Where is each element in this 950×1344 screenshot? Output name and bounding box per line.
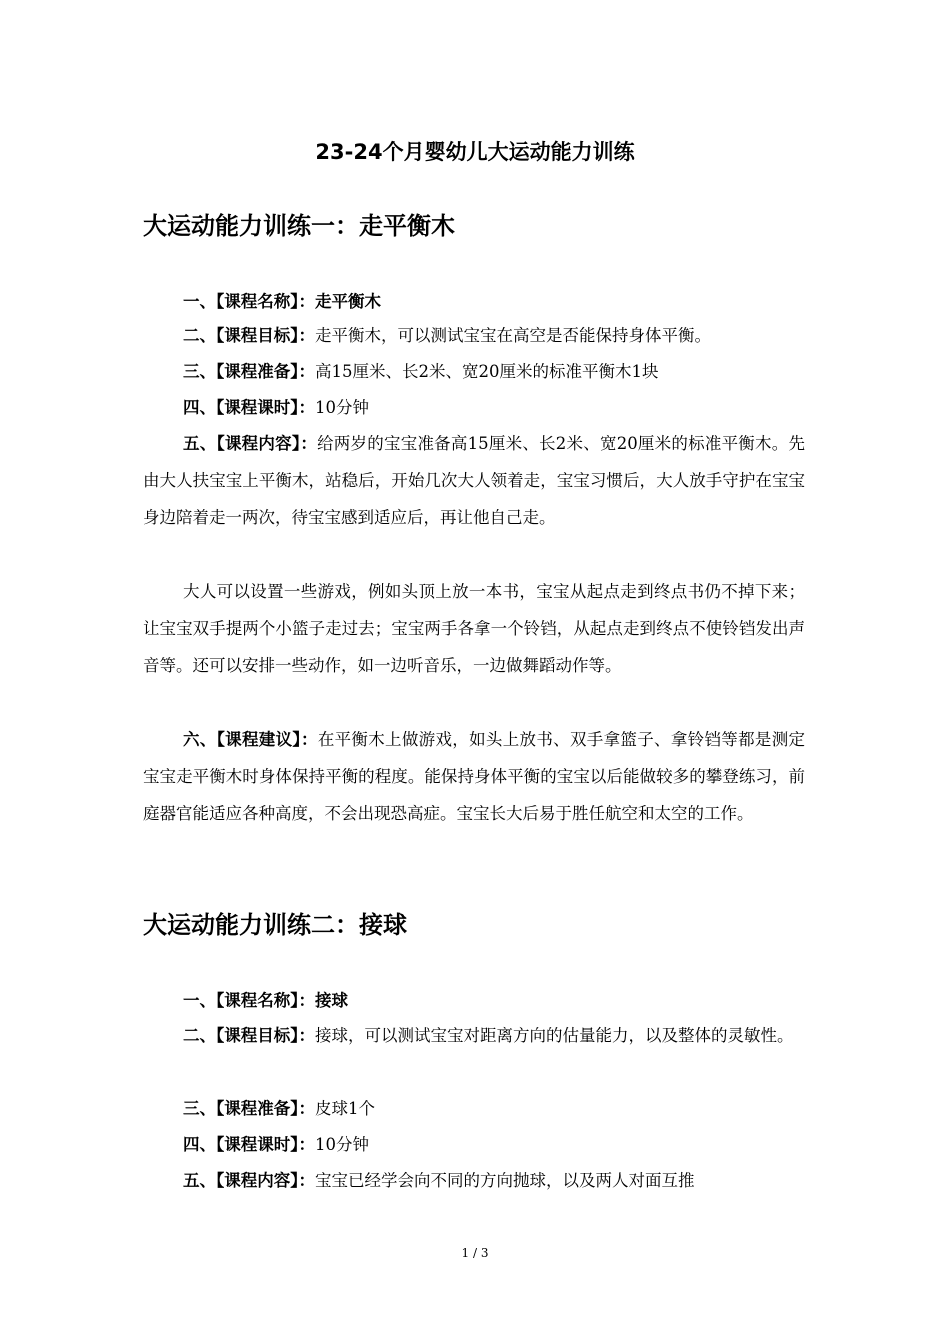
section1-course-prep — [143, 353, 805, 390]
section1-course-goal — [143, 317, 805, 354]
section1-course-name — [143, 283, 805, 320]
course-name-label: 一、【课程名称】： — [183, 991, 315, 1010]
course-content-label: 五、【课程内容】： — [183, 434, 318, 453]
course-prep-label: 三、【课程准备】： — [183, 362, 315, 381]
course-content-value: 宝宝已经学会向不同的方向抛球，以及两人对面互推 — [315, 1171, 695, 1190]
course-prep-value: 高15厘米、长2米、宽20厘米的标准平衡木1块 — [315, 362, 659, 381]
section2-course-prep — [143, 1090, 805, 1127]
section2-course-name — [143, 982, 805, 1019]
course-name-value: 接球 — [315, 991, 348, 1010]
course-goal-value: 接球，可以测试宝宝对距离方向的估量能力，以及整体的灵敏性。 — [315, 1026, 794, 1045]
section1-course-time — [143, 389, 805, 426]
page-number: 1 / 3 — [461, 1246, 489, 1260]
course-prep-value: 皮球1个 — [315, 1099, 375, 1118]
course-time-label: 四、【课程课时】： — [183, 1135, 315, 1154]
course-time-value: 10分钟 — [315, 1135, 369, 1154]
course-goal-value: 走平衡木，可以测试宝宝在高空是否能保持身体平衡。 — [315, 326, 711, 345]
course-content-value: 给两岁的宝宝准备高15厘米、长2米、宽20厘米的标准平衡木。先由大人扶宝宝上平衡木，站稳后，开始几次大人领着走，宝宝习惯后，大人放手守护在宝宝身边陪着走一两次，待宝宝感到适应后，再让他自己走。 — [143, 434, 805, 527]
section2-course-content — [143, 1162, 805, 1199]
section1-heading: 大运动能力训练一：走平衡木 — [143, 212, 455, 240]
section2-course-time — [143, 1126, 805, 1163]
course-advice-value: 在平衡木上做游戏，如头上放书、双手拿篮子、拿铃铛等都是测定宝宝走平衡木时身体保持平衡的程度。能保持身体平衡的宝宝以后能做较多的攀登练习，前庭器官能适应各种高度，不会出现恐高症。宝宝长大后易于胜任航空和太空的工作。 — [143, 730, 806, 823]
course-advice-label: 六、【课程建议】： — [183, 730, 318, 749]
course-time-value: 10分钟 — [315, 398, 369, 417]
course-goal-label: 二、【课程目标】： — [183, 1026, 315, 1045]
course-goal-label: 二、【课程目标】： — [183, 326, 315, 345]
document-title: 23-24个月婴幼儿大运动能力训练 — [315, 140, 635, 164]
section1-course-advice — [143, 721, 805, 832]
course-name-value: 走平衡木 — [315, 292, 381, 311]
course-time-label: 四、【课程课时】： — [183, 398, 315, 417]
section1-content-paragraph-2: 大人可以设置一些游戏，例如头顶上放一本书，宝宝从起点走到终点书仍不掉下来；让宝宝双手提两个小篮子走过去；宝宝两手各拿一个铃铛，从起点走到终点不使铃铛发出声音等。还可以安排一些动作，如一边听音乐，一边做舞蹈动作等。 — [143, 582, 805, 675]
section1-course-content — [143, 425, 805, 536]
course-prep-label: 三、【课程准备】： — [183, 1099, 315, 1118]
section2-course-goal — [143, 1017, 805, 1054]
section2-heading: 大运动能力训练二：接球 — [143, 911, 407, 939]
course-content-label: 五、【课程内容】： — [183, 1171, 315, 1190]
course-name-label: 一、【课程名称】： — [183, 292, 315, 311]
